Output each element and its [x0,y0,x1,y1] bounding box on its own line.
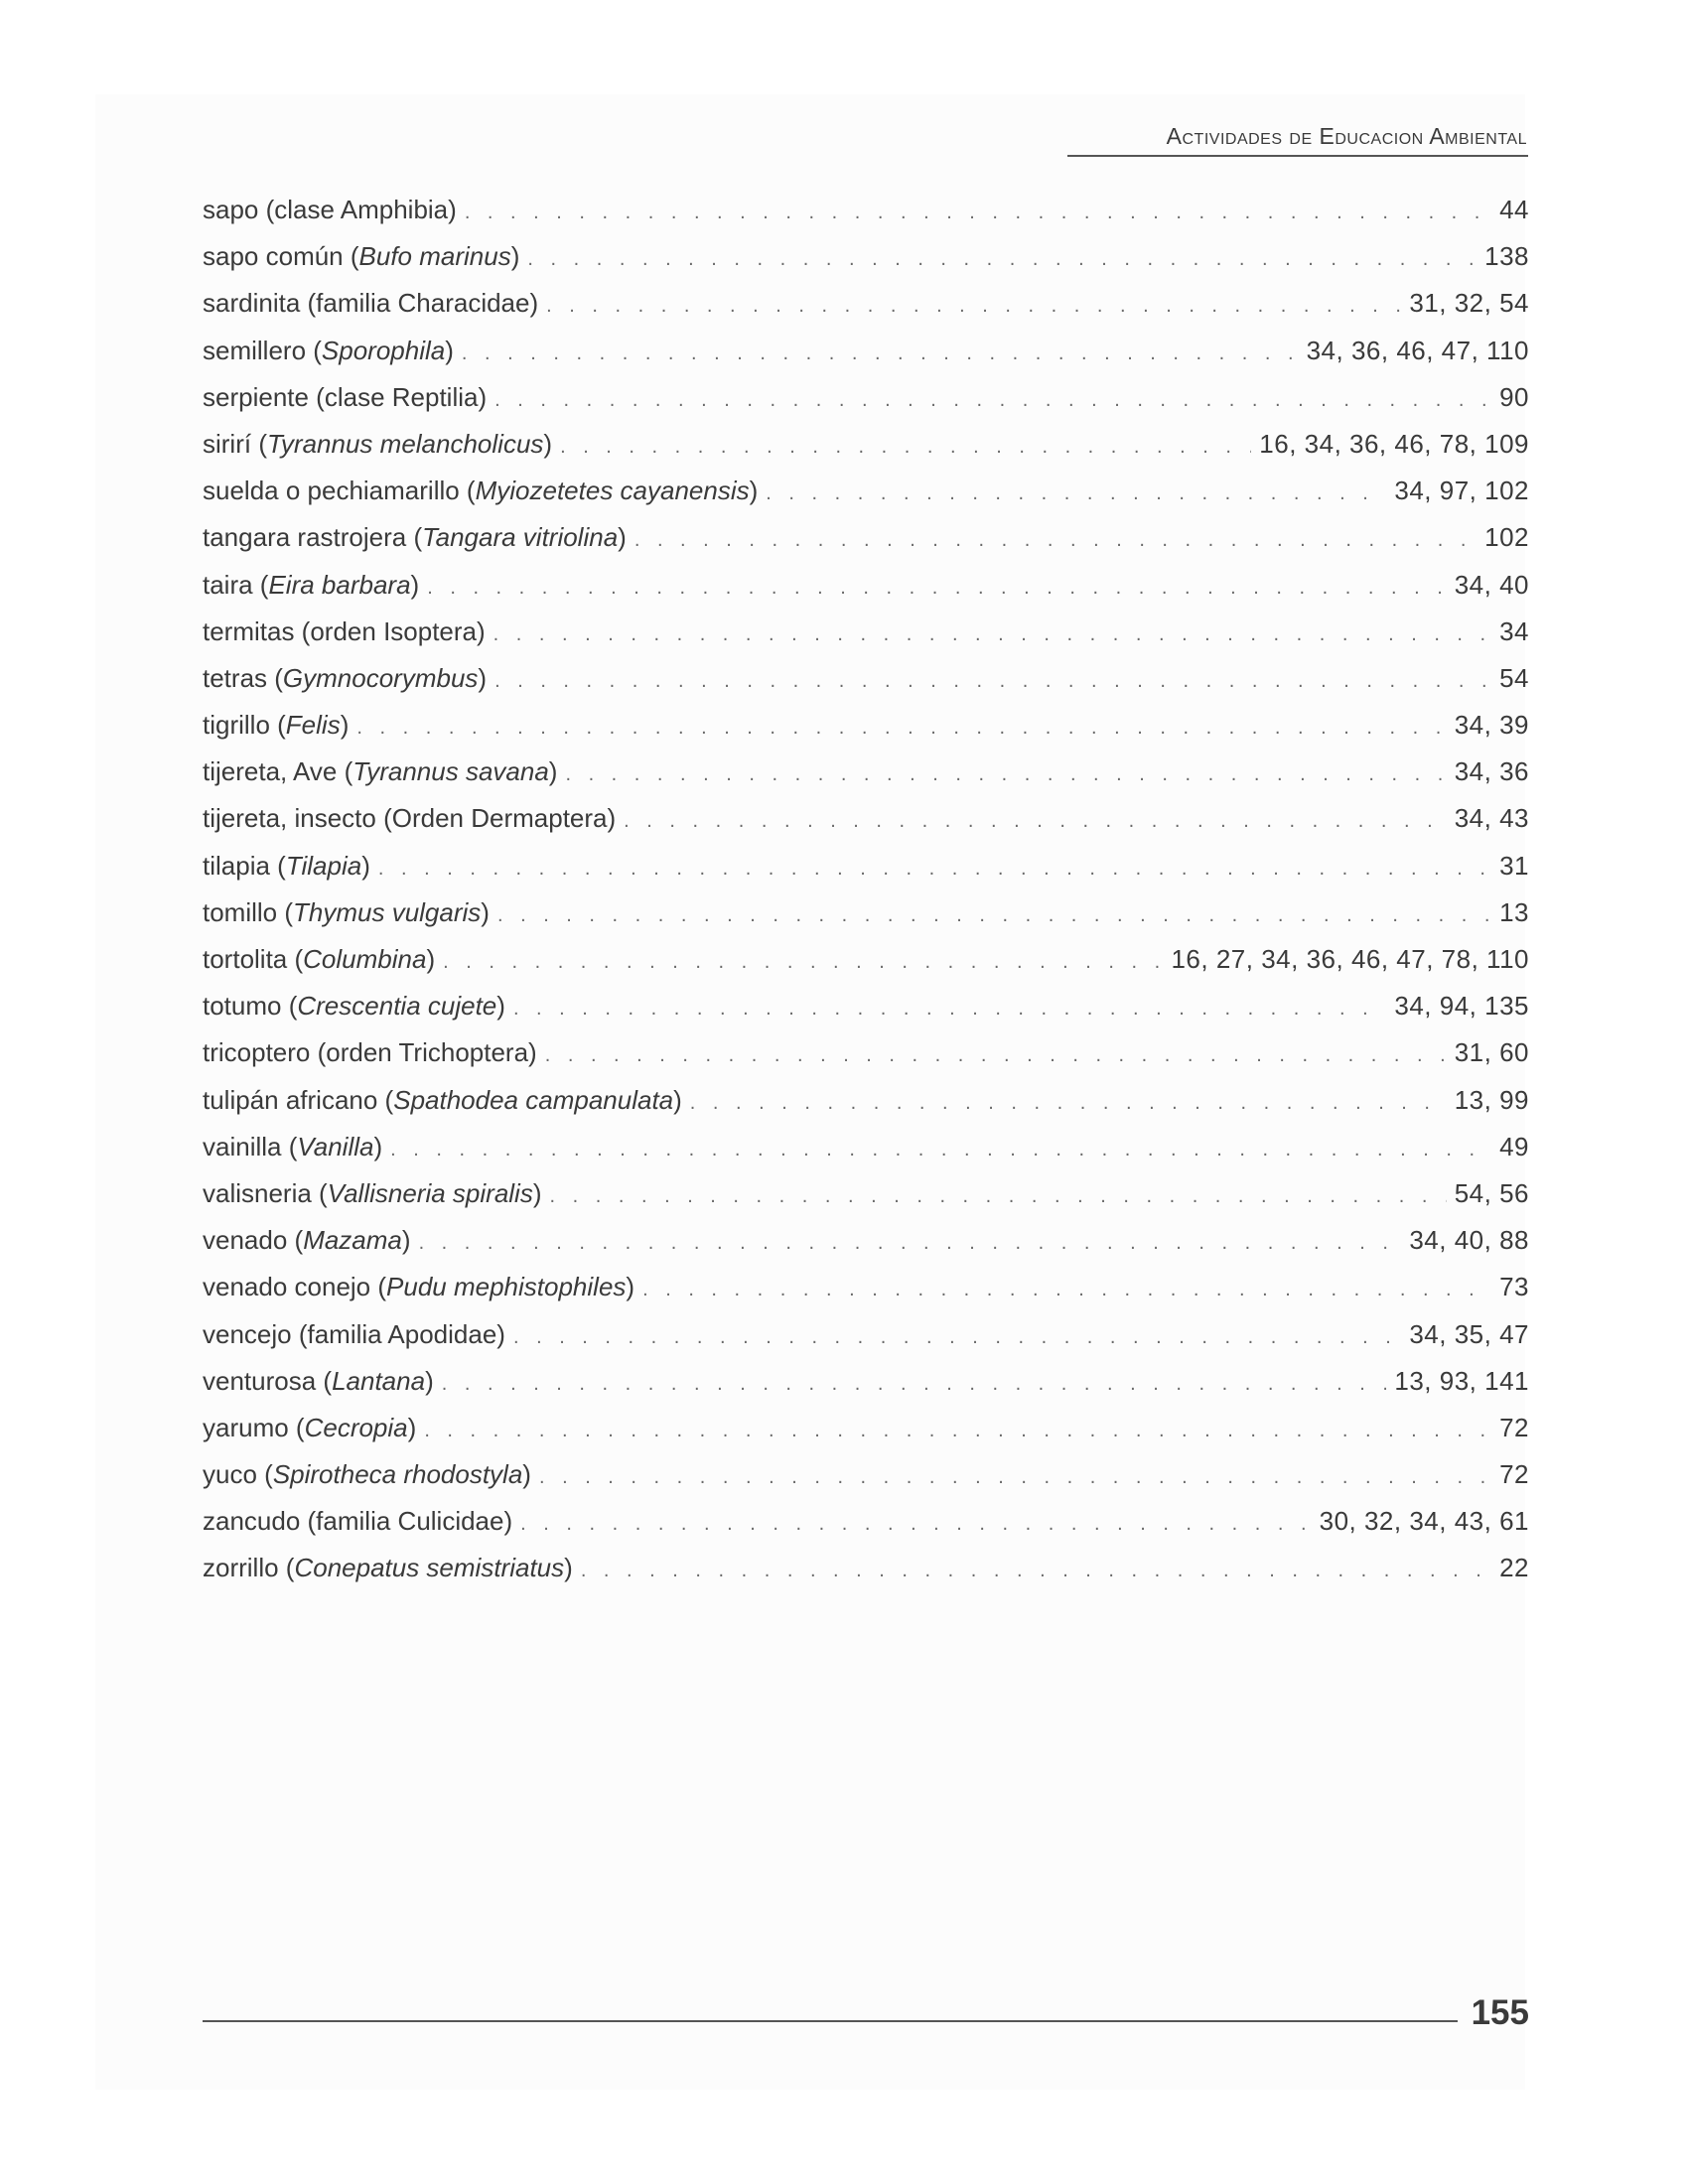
entry-closing: ) [532,1177,542,1208]
entry-common-name: taira ( [203,569,269,600]
entry-term [203,897,490,928]
entry-closing: ) [478,662,488,693]
entry-page-numbers: 34, 40 [1454,569,1529,600]
entry-common-name: tijereta, insecto (Orden Dermaptera) [203,803,617,834]
entry-common-name: serpiente (clase Reptilia) [203,381,488,412]
entry-scientific-name: Columbina [303,944,427,974]
entry-term [203,382,487,413]
entry-scientific-name: Tyrannus savana [352,756,549,787]
dot-leader [462,342,1299,365]
entry-scientific-name: Mazama [303,1225,402,1256]
entry-closing: ) [564,1553,573,1583]
entry-page-numbers: 13 [1499,896,1529,927]
entry-scientific-name: Conepatus semistriatus [294,1553,565,1583]
dot-leader [497,904,1491,927]
index-entry [203,944,1529,991]
entry-scientific-name: Vallisneria spiralis [327,1177,533,1208]
entry-closing: ) [481,896,490,927]
index-entry [203,1553,1529,1599]
entry-common-name: tortolita ( [203,944,304,974]
entry-term [203,663,487,694]
entry-closing: ) [626,1272,635,1302]
index-entry [203,1085,1529,1132]
index-entry [203,429,1529,476]
entry-page-numbers: 72 [1499,1459,1529,1490]
entry-page-numbers: 31, 32, 54 [1409,288,1529,319]
index-entry [203,663,1529,710]
entry-term [203,476,758,506]
dot-leader [634,529,1477,552]
entry-term [203,1037,537,1068]
entry-common-name: yarumo ( [203,1412,305,1442]
index-entry [203,851,1529,897]
index-entry [203,336,1529,382]
entry-term [203,336,454,366]
dot-leader [494,389,1491,412]
entry-common-name: zancudo (familia Culicidae) [203,1506,513,1537]
entry-common-name: totumo ( [203,991,298,1022]
entry-closing: ) [410,569,420,600]
entry-common-name: tilapia ( [203,850,286,881]
entry-scientific-name: Tilapia [285,850,362,881]
entry-page-numbers: 34, 97, 102 [1394,476,1529,506]
dot-leader [520,1513,1311,1536]
entry-common-name: yuco ( [203,1459,273,1490]
index-entry [203,1366,1529,1413]
entry-page-numbers: 54 [1499,662,1529,693]
dot-leader [390,1139,1491,1161]
entry-closing: ) [407,1412,417,1442]
index-entry [203,1459,1529,1506]
entry-page-numbers: 22 [1499,1553,1529,1583]
index-entry [203,522,1529,569]
entry-scientific-name: Cecropia [304,1412,408,1442]
dot-leader [356,717,1446,740]
entry-term [203,1085,682,1116]
entry-common-name: tijereta, Ave ( [203,756,353,787]
entry-page-numbers: 13, 99 [1454,1084,1529,1115]
index-list [203,195,1529,1600]
entry-page-numbers: 34, 36, 46, 47, 110 [1306,335,1529,365]
entry-page-numbers: 31 [1499,850,1529,881]
entry-closing: ) [401,1225,411,1256]
footer-rule [203,2020,1458,2022]
entry-closing: ) [543,428,553,459]
entry-closing: ) [749,476,759,506]
dot-leader [545,1044,1447,1067]
entry-term [203,991,505,1022]
entry-page-numbers: 34, 39 [1454,710,1529,741]
entry-common-name: venturosa ( [203,1365,333,1396]
entry-term [203,429,552,460]
entry-page-numbers: 34 [1499,615,1529,646]
dot-leader [513,998,1386,1021]
entry-term [203,1178,542,1209]
index-entry [203,1132,1529,1178]
entry-term [203,803,616,834]
entry-scientific-name: Spirotheca rhodostyla [272,1459,523,1490]
dot-leader [527,248,1477,271]
index-entry [203,616,1529,663]
entry-closing: ) [510,241,520,272]
dot-leader [442,1373,1387,1396]
entry-common-name: sapo (clase Amphibia) [203,195,457,224]
running-header-title: Actividades de Educacion Ambiental [1166,123,1527,149]
index-entry [203,1319,1529,1366]
index-entry [203,1178,1529,1225]
index-entry [203,991,1529,1037]
entry-scientific-name: Gymnocorymbus [282,662,479,693]
index-entry [203,241,1529,288]
dot-leader [560,436,1251,459]
dot-leader [546,295,1401,318]
entry-scientific-name: Tyrannus melancholicus [266,428,544,459]
entry-page-numbers: 13, 93, 141 [1394,1365,1529,1396]
dot-leader [493,623,1491,646]
entry-page-numbers: 31, 60 [1454,1037,1529,1068]
entry-closing: ) [548,756,558,787]
entry-page-numbers: 34, 40, 88 [1409,1225,1529,1256]
entry-common-name: vainilla ( [203,1131,298,1161]
entry-scientific-name: Felis [285,710,341,741]
entry-term [203,195,457,225]
entry-term [203,1366,434,1397]
entry-term [203,1132,382,1162]
entry-common-name: sirirí ( [203,428,267,459]
entry-closing: ) [425,1365,434,1396]
entry-term [203,1506,512,1537]
dot-leader [766,482,1386,505]
index-entry [203,1037,1529,1084]
entry-scientific-name: Eira barbara [268,569,411,600]
dot-leader [443,951,1163,974]
entry-common-name: suelda o pechiamarillo ( [203,476,476,506]
entry-page-numbers: 138 [1484,241,1529,272]
entry-page-numbers: 34, 43 [1454,803,1529,834]
entry-term [203,851,370,882]
dot-leader [565,763,1446,786]
entry-term [203,570,419,601]
dot-leader [624,810,1447,833]
index-entry [203,710,1529,756]
entry-term [203,1459,531,1490]
entry-closing: ) [496,991,505,1022]
index-entry [203,570,1529,616]
dot-leader [550,1185,1447,1208]
index-entry [203,195,1529,241]
entry-closing: ) [522,1459,531,1490]
entry-term [203,288,538,319]
entry-common-name: sardinita (familia Characidae) [203,288,539,319]
entry-scientific-name: Thymus vulgaris [293,896,482,927]
entry-closing: ) [618,522,627,553]
entry-scientific-name: Lantana [332,1365,426,1396]
entry-common-name: tangara rastrojera ( [203,522,423,553]
entry-term [203,756,557,787]
index-entry [203,897,1529,944]
dot-leader [539,1466,1491,1489]
entry-term [203,710,349,741]
entry-scientific-name: Spathodea campanulata [393,1084,674,1115]
entry-page-numbers: 16, 27, 34, 36, 46, 47, 78, 110 [1171,944,1529,974]
entry-term [203,616,486,647]
entry-closing: ) [340,710,350,741]
entry-common-name: zorrillo ( [203,1553,295,1583]
entry-page-numbers: 72 [1499,1412,1529,1442]
dot-leader [465,202,1491,224]
entry-common-name: semillero ( [203,335,322,365]
entry-scientific-name: Pudu mephistophiles [386,1272,627,1302]
header-rule [1067,155,1528,157]
entry-closing: ) [673,1084,682,1115]
entry-term [203,1553,573,1583]
dot-leader [419,1232,1402,1255]
entry-common-name: venado conejo ( [203,1272,387,1302]
entry-scientific-name: Tangara vitriolina [422,522,619,553]
entry-common-name: termitas (orden Isoptera) [203,615,486,646]
entry-page-numbers: 44 [1499,195,1529,224]
index-entry [203,1272,1529,1318]
entry-scientific-name: Crescentia cujete [297,991,497,1022]
entry-common-name: valisneria ( [203,1177,328,1208]
dot-leader [581,1560,1491,1582]
index-entry [203,803,1529,850]
entry-common-name: sapo común ( [203,241,359,272]
page-number: 155 [1471,1993,1529,2032]
entry-page-numbers: 49 [1499,1131,1529,1161]
entry-scientific-name: Vanilla [297,1131,374,1161]
entry-term [203,1272,634,1302]
entry-common-name: tigrillo ( [203,710,286,741]
entry-page-numbers: 16, 34, 36, 46, 78, 109 [1259,428,1529,459]
entry-term [203,1413,416,1443]
dot-leader [494,670,1491,693]
index-entry [203,756,1529,803]
entry-closing: ) [426,944,436,974]
entry-page-numbers: 30, 32, 34, 43, 61 [1319,1506,1529,1537]
entry-term [203,241,519,272]
entry-closing: ) [361,850,370,881]
entry-scientific-name: Myiozetetes cayanensis [475,476,750,506]
entry-page-numbers: 90 [1499,381,1529,412]
entry-term [203,1319,505,1350]
entry-page-numbers: 34, 35, 47 [1409,1318,1529,1349]
running-header [993,123,1527,150]
entry-closing: ) [445,335,454,365]
dot-leader [424,1420,1491,1442]
dot-leader [378,858,1491,881]
entry-scientific-name: Sporophila [321,335,446,365]
entry-closing: ) [373,1131,383,1161]
index-entry [203,1506,1529,1553]
entry-page-numbers: 34, 36 [1454,756,1529,787]
dot-leader [513,1326,1401,1349]
entry-page-numbers: 34, 94, 135 [1394,991,1529,1022]
entry-common-name: tricoptero (orden Trichoptera) [203,1037,537,1068]
index-entry [203,476,1529,522]
entry-page-numbers: 102 [1484,522,1529,553]
index-entry [203,1413,1529,1459]
entry-common-name: venado ( [203,1225,304,1256]
entry-term [203,1225,411,1256]
index-entry [203,288,1529,335]
entry-page-numbers: 73 [1499,1272,1529,1302]
entry-common-name: tulipán africano ( [203,1084,394,1115]
entry-common-name: tomillo ( [203,896,294,927]
entry-page-numbers: 54, 56 [1454,1177,1529,1208]
entry-term [203,522,627,553]
dot-leader [427,577,1446,600]
dot-leader [642,1279,1491,1301]
index-entry [203,1225,1529,1272]
dot-leader [690,1092,1447,1115]
entry-common-name: vencejo (familia Apodidae) [203,1318,505,1349]
index-entry [203,382,1529,429]
entry-term [203,944,435,975]
entry-common-name: tetras ( [203,662,283,693]
entry-scientific-name: Bufo marinus [358,241,511,272]
